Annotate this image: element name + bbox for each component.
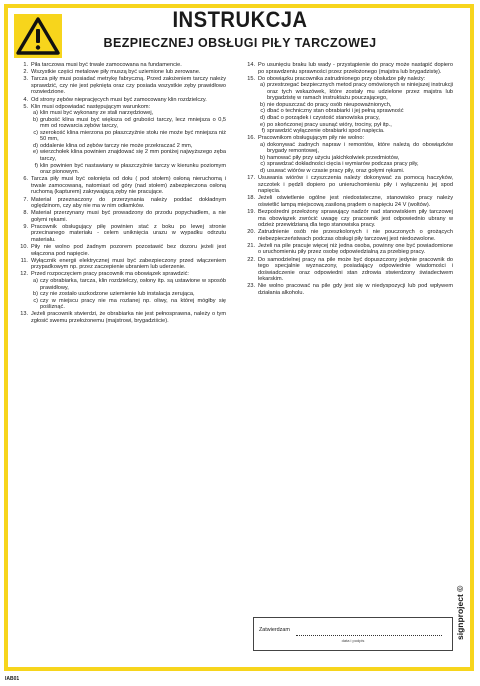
item-text: Wyłącznik energii elektrycznej musi być zabezpieczony przed włączeniem przypadkowym np. przez zaczepienie ubraniem lub uderzenie. — [31, 257, 226, 271]
item-body — [258, 209, 453, 229]
sub-item-text: hamować piły przy użyciu jakichkolwiek przedmiotów, — [267, 154, 400, 161]
item-number: 15. — [247, 75, 255, 82]
item-body — [258, 243, 453, 256]
item-number: 17. — [247, 175, 255, 182]
sub-item-text: klin musi być wykonany ze stali narzędziowej, — [40, 110, 154, 117]
instruction-item — [245, 229, 453, 242]
sub-item-letter: e) — [33, 149, 38, 156]
item-number: 10. — [20, 244, 28, 251]
sub-item-text: sprawdzać dokładności cięcia i wymiarów podczas pracy piły, — [267, 161, 419, 168]
item-number: 7. — [23, 196, 28, 203]
sub-item-text: wierzchołek klina powinien znajdować się 2 mm poniżej najwyższego zęba tarczy, — [40, 149, 226, 163]
item-number: 9. — [23, 223, 28, 230]
sub-item-letter: a) — [33, 278, 38, 285]
item-number: 19. — [247, 209, 255, 215]
item-text: Do obowiązku pracownika zatrudnionego przy obsłudze piły należy: — [258, 75, 426, 82]
sub-item-letter: d) — [260, 167, 265, 174]
item-number: 23. — [247, 283, 255, 290]
item-number: 21. — [247, 242, 255, 249]
instruction-item — [245, 195, 453, 208]
sub-item-letter: d) — [33, 142, 38, 149]
sub-item — [31, 278, 226, 291]
item-number: 6. — [23, 176, 28, 183]
item-number: 16. — [247, 135, 255, 142]
sub-item-text: dokonywać żadnych napraw i remontów, które należą do obowiązków brygady remontowej, — [267, 141, 453, 155]
item-number: 20. — [247, 229, 255, 236]
sub-item-letter: e) — [260, 121, 265, 128]
sub-item-letter: c) — [260, 108, 265, 115]
item-text: Materiał przerzynany musi być prowadzony do przodu popychadłem, a nie gołymi rękami. — [31, 210, 226, 223]
item-body — [31, 176, 226, 196]
instruction-item — [18, 224, 226, 244]
item-text: Piła tarczowa musi być trwale zamocowana na fundamencie. — [31, 62, 182, 68]
sub-item-text: czy obrabiarka, tarcza, klin rozdzielczy, osłony itp. są ustawione w sposób prawidłowy, — [40, 278, 226, 291]
instruction-item — [18, 210, 226, 223]
item-text: Tarcza piły musi posiadać metrykę fabryczną. Przed założeniem tarczy należy sprawdzić, czy nie jest pęknięta oraz czy posiada wszystkie zęby prawidłowo rozwiedzione. — [31, 76, 226, 96]
sub-item-text: przestrzegać bezpiecznych metod pracy omówionych w niniejszej instrukcji oraz tych wskazówek, które zostały mu udzielone przez majstra lub brygadzistę w ramach instruktażu pouczającego, — [267, 82, 453, 102]
item-body — [258, 195, 453, 208]
item-text: Usuwania wiórów i czyszczenia należy dokonywać za pomocą haczyków, szczotek i pędzli dopiero po unieruchomieniu piły i wyłączeniu jej spod napięcia. — [258, 175, 453, 195]
item-text: Zatrudnienie osób nie przeszkolonych i nie pouczonych o grożących niebezpieczeństwach podczas obsługi piły tarczowej jest niedozwolone. — [258, 229, 453, 242]
item-number: 22. — [247, 256, 255, 263]
right-column — [245, 62, 453, 297]
sub-item-text: oddalenie klina od zębów tarczy nie może przekraczać 2 mm, — [40, 142, 193, 149]
item-body — [258, 283, 453, 296]
sub-item-letter: f) — [261, 128, 265, 135]
item-text: Jeżeli oświetlenie ogólne jest niedostateczne, stanowisko pracy należy oświetlić lampą miejscową zasiloną prądem o napięciu 24 V (woltów). — [258, 195, 453, 208]
item-text: Jeżeli na pile pracuje więcej niż jedna osoba, powinny one być powiadomione o uruchomieniu piły przez osobę odpowiedzialną za przebieg pracy. — [258, 242, 453, 256]
sub-item-text: dbać o porządek i czystość stanowiska pracy, — [267, 114, 380, 121]
sub-item-letter: f) — [34, 162, 38, 169]
item-number: 14. — [247, 62, 255, 68]
item-text: Piły nie wolno pod żadnym pozorem pozostawić bez dozoru jeżeli jest włączona pod napięcie. — [31, 244, 226, 257]
signature-caption: data i podpis — [341, 638, 365, 643]
sub-item-letter: a) — [260, 82, 265, 89]
instruction-item — [18, 258, 226, 271]
instruction-item — [18, 97, 226, 104]
item-number: 4. — [23, 96, 28, 103]
sub-item-letter: d) — [260, 114, 265, 121]
sub-item-letter: b) — [260, 101, 265, 108]
sub-item-letter: a) — [33, 110, 38, 117]
item-body — [258, 229, 453, 242]
left-column — [18, 62, 226, 325]
sub-item — [31, 149, 226, 162]
item-text: Po usunięciu braku lub wady - przystąpienie do pracy może nastąpić dopiero po sprawdzeniu sprawności przez przełożonego (majstra lub brygadzistę). — [258, 62, 453, 75]
item-number: 3. — [23, 76, 28, 83]
sub-item-letter: b) — [260, 154, 265, 161]
sub-item-text: czy nie zostało uszkodzone uziemienie lub instalacja zerująca, — [40, 291, 195, 298]
sub-item — [258, 128, 453, 135]
item-number: 2. — [23, 69, 28, 76]
item-body — [258, 135, 453, 174]
sub-item-letter: b) — [33, 116, 38, 123]
sub-item — [31, 117, 226, 130]
item-text: Do samodzielnej pracy na pile może być dopuszczony jedynie pracownik do tego specjalnie wyznaczony, posiadający odpowiednie wiadomości i doświadczenie oraz odpowiedni stan zdrowia stwierdzony świadectwem lekarskim. — [258, 256, 453, 283]
item-number: 5. — [23, 103, 28, 110]
instruction-item — [18, 69, 226, 76]
sub-item-text: po skończonej pracy usunąć wióry, trociny, pył itp., — [267, 121, 392, 128]
instruction-item — [245, 76, 453, 135]
sub-item — [31, 130, 226, 143]
sub-item — [258, 82, 453, 102]
item-number: 1. — [23, 62, 28, 68]
item-text: Od strony zębów niepracjęcych musi być zamocowany klin rozdzielczy. — [31, 96, 207, 103]
item-body — [31, 97, 226, 104]
instruction-item — [245, 175, 453, 195]
item-body — [31, 210, 226, 223]
sub-item-text: dbać o techniczny stan obrabiarki i jej pełną sprawność — [267, 108, 404, 115]
instruction-item — [245, 135, 453, 174]
item-number: 8. — [23, 210, 28, 217]
instruction-item — [245, 62, 453, 75]
sub-item-letter: c) — [33, 129, 38, 136]
sub-item-text: nie dopuszczać do pracy osób nieupoważnionych, — [267, 101, 392, 108]
product-code: IAB01 — [5, 676, 20, 682]
instruction-item — [18, 104, 226, 176]
item-body — [258, 175, 453, 195]
item-body — [258, 76, 453, 135]
sub-item-text: usuwać wiórów w czasie pracy piły, oraz gołymi rękami. — [267, 167, 405, 174]
item-body — [31, 311, 226, 324]
item-body — [31, 104, 226, 176]
item-number: 12. — [20, 271, 28, 278]
item-text: Jeżeli pracownik stwierdzi, że obrabiarka nie jest pełnosprawna, należy o tym zgłosić swemu przełożonemu (majstrowi, brygadziście). — [31, 311, 226, 324]
instruction-item — [18, 76, 226, 96]
item-text: Nie wolno pracować na pile gdy jest się w niedyspozycji lub pod wpływem działania alkoholu. — [258, 283, 453, 296]
item-text: Pracownik obsługujący piłę powinien stać z boku po lewej stronie przecinanego materiału - celem uniknięcia urazu w wypadku odrzutu materiału. — [31, 223, 226, 243]
sub-item — [31, 298, 226, 311]
instruction-item — [18, 271, 226, 310]
sub-item-text: czy w miejscu pracy nie ma rozlanej np. oliwy, na której mógłby się pośliznąć. — [40, 297, 226, 311]
item-body — [258, 257, 453, 283]
sub-item — [258, 142, 453, 155]
instruction-item — [245, 283, 453, 296]
instruction-item — [18, 197, 226, 210]
sub-item — [31, 163, 226, 176]
item-body — [31, 197, 226, 210]
item-number: 18. — [247, 195, 255, 202]
sub-item-letter: b) — [33, 291, 38, 298]
sub-item-letter: c) — [260, 161, 265, 168]
page-title: INSTRUKCJA — [172, 7, 308, 32]
sub-item-text: grubość klina musi być większa od grubości tarczy, lecz mniejsza o 0,5 mm od rozwarcia zębów tarczy, — [40, 116, 226, 130]
sub-item — [258, 168, 453, 175]
item-text: Klin musi odpowiadać następującym warunkom: — [31, 103, 151, 110]
page-subtitle: BEZPIECZNEJ OBSŁUGI PIŁY TARCZOWEJ — [103, 36, 377, 50]
sub-item-text: klin powinien być nastawiany w płaszczyźnie tarczy w kierunku poziomym oraz pionowym. — [40, 162, 226, 176]
item-body — [31, 76, 226, 96]
item-text: Bezpośredni przełożony sprawujący nadzór nad stanowiskiem piły tarczowej ma obowiązek zwrócić uwagę czy pracownik jest odpowiednio ubrany w odzież przewidzianą dla tego stanowiska pracy. — [258, 209, 453, 229]
signature-label: Zatwierdzam — [259, 627, 290, 633]
item-number: 13. — [20, 311, 28, 318]
instruction-item — [245, 243, 453, 256]
signature-box — [253, 617, 453, 651]
item-number: 11. — [20, 257, 28, 264]
brand-logo: signproject © — [455, 585, 465, 640]
item-text: Tarcza piły musi być osłonięta od dołu ( pod stołem) osłoną nieruchomą i trwale zamocowaną, natomiast od góry (nad stołem) zabezpieczona osłoną ruchomą (kapturem) zakrywającą zęby nie pracujące. — [31, 176, 226, 196]
item-body — [31, 224, 226, 244]
sub-item-letter: a) — [260, 141, 265, 148]
instruction-item — [245, 257, 453, 283]
item-body — [31, 258, 226, 271]
instruction-item — [18, 176, 226, 196]
instruction-item — [18, 311, 226, 324]
instruction-item — [245, 209, 453, 229]
sub-item-text: szerokość klina mierzona po płaszczyźnie stołu nie może być mniejsza niż 50 mm, — [40, 129, 226, 143]
signature-line[interactable] — [296, 635, 442, 636]
instruction-item — [18, 244, 226, 257]
item-body — [31, 69, 226, 76]
item-text: Materiał przeznaczony do przerzynania należy poddać dokładnym oględzinom, czy aby nie ma w nim odłamków. — [31, 196, 226, 210]
sub-item-letter: c) — [33, 297, 38, 304]
item-text: Wszystkie części metalowe piły muszą być uziemione lub zerowane. — [31, 69, 201, 76]
item-text: Pracownikom obsługującym piły nie wolno: — [258, 135, 365, 142]
item-text: Przed rozpoczęciem pracy pracownik ma obowiązek sprawdzić: — [31, 271, 189, 278]
item-body — [31, 62, 226, 69]
item-body — [258, 62, 453, 75]
instruction-item — [18, 62, 226, 69]
item-body — [31, 244, 226, 257]
item-body — [31, 271, 226, 310]
sub-item-text: sprawdzić wyłączenie obrabiarki spod napięcia. — [267, 128, 385, 135]
